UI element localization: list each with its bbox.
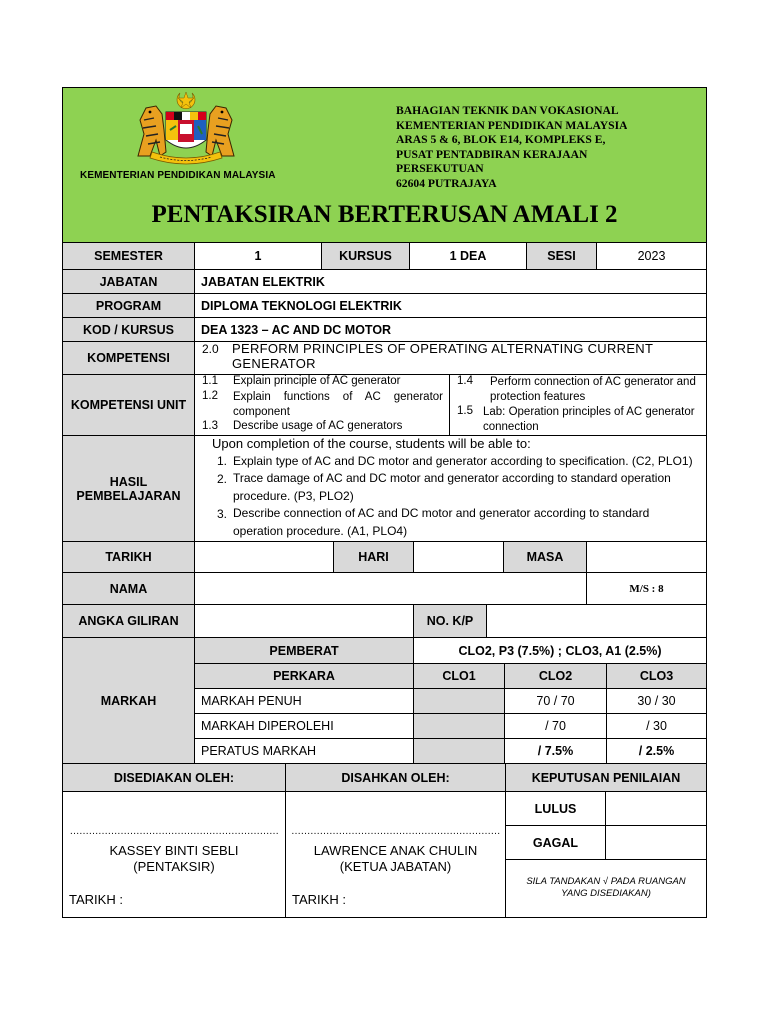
unit-number: 1.4 — [457, 375, 473, 387]
clo2-header: CLO2 — [504, 663, 607, 689]
form-border — [62, 87, 707, 918]
hasil-intro: Upon completion of the course, students will be able to: — [212, 436, 531, 451]
gagal-label: GAGAL — [505, 825, 606, 860]
address-line: KEMENTERIAN PENDIDIKAN MALAYSIA — [396, 118, 628, 132]
kompetensi-number: 2.0 — [202, 342, 219, 356]
semester-label: SEMESTER — [62, 242, 195, 270]
approver-signature-line: ………………………………………………………… — [291, 826, 500, 837]
clo1-header: CLO1 — [413, 663, 505, 689]
masa-label: MASA — [503, 541, 587, 573]
page-number: M/S : 8 — [586, 572, 707, 605]
markah-diperolehi-clo3[interactable]: / 30 — [606, 713, 707, 739]
page-title: PENTAKSIRAN BERTERUSAN AMALI 2 — [151, 201, 618, 228]
peratus-markah-clo2[interactable]: / 7.5% — [504, 738, 607, 764]
kompetensi-unit-label: KOMPETENSI UNIT — [62, 374, 195, 436]
unit-number: 1.3 — [202, 420, 218, 432]
hasil-item-number: 1. — [217, 454, 228, 468]
hasil-item-number: 3. — [217, 507, 228, 521]
jabatan-label: JABATAN — [62, 269, 195, 294]
program-value: DIPLOMA TEKNOLOGI ELEKTRIK — [194, 293, 707, 318]
ministry-label: KEMENTERIAN PENDIDIKAN MALAYSIA — [80, 170, 276, 181]
markah-penuh-label: MARKAH PENUH — [194, 688, 414, 714]
unit-number: 1.5 — [457, 405, 473, 417]
preparer-name: KASSEY BINTI SEBLI — [109, 843, 239, 858]
disahkan-label: DISAHKAN OLEH: — [285, 763, 506, 792]
kursus-value: 1 DEA — [409, 242, 527, 270]
markah-penuh-clo3: 30 / 30 — [606, 688, 707, 714]
unit-text: Explain functions of AC generator component — [233, 391, 443, 418]
kod-kursus-label: KOD / KURSUS — [62, 317, 195, 342]
peratus-markah-label: PERATUS MARKAH — [194, 738, 414, 764]
preparer-signature-line: ………………………………………………………… — [69, 826, 279, 837]
semester-value: 1 — [194, 242, 322, 270]
address-line: PUSAT PENTADBIRAN KERAJAAN — [396, 147, 588, 161]
unit-text: Perform connection of AC generator and protection features — [490, 376, 696, 403]
markah-penuh-clo2: 70 / 70 — [504, 688, 607, 714]
kursus-label: KURSUS — [321, 242, 410, 270]
disediakan-label: DISEDIAKAN OLEH: — [62, 763, 286, 792]
markah-label: MARKAH — [62, 637, 195, 764]
hasil-label-line: HASIL — [109, 474, 148, 489]
preparer-tarikh-label: TARIKH : — [69, 892, 123, 907]
address-line: 62604 PUTRAJAYA — [396, 176, 497, 188]
unit-text: Lab: Operation principles of AC generator connection — [483, 406, 695, 433]
nama-label: NAMA — [62, 572, 195, 605]
pemberat-value: CLO2, P3 (7.5%) ; CLO3, A1 (2.5%) — [413, 637, 707, 664]
hasil-item-number: 2. — [217, 472, 228, 486]
sesi-label: SESI — [526, 242, 597, 270]
hasil-item: Describe connection of AC and DC motor and generator according to standard operation procedure. (A1, PLO4) — [233, 506, 650, 538]
peratus-markah-clo3[interactable]: / 2.5% — [606, 738, 707, 764]
tarikh-label: TARIKH — [62, 541, 195, 573]
address-line: ARAS 5 & 6, BLOK E14, KOMPLEKS E, — [396, 133, 606, 147]
approver-role: (KETUA JABATAN) — [339, 859, 452, 874]
unit-text: Describe usage of AC generators — [233, 420, 403, 432]
markah-diperolehi-label: MARKAH DIPEROLEHI — [194, 713, 414, 739]
markah-diperolehi-clo2[interactable]: / 70 — [504, 713, 607, 739]
keputusan-label: KEPUTUSAN PENILAIAN — [505, 763, 707, 792]
hari-label: HARI — [333, 541, 414, 573]
unit-number: 1.2 — [202, 390, 218, 402]
keputusan-note: SILA TANDAKAN √ PADA RUANGAN — [526, 876, 686, 887]
hasil-label-line: PEMBELAJARAN — [76, 488, 181, 503]
angka-giliran-label: ANGKA GILIRAN — [62, 604, 195, 638]
preparer-role: (PENTAKSIR) — [133, 859, 215, 874]
perkara-header: PERKARA — [194, 663, 414, 689]
pemberat-label: PEMBERAT — [194, 637, 414, 664]
jabatan-value: JABATAN ELEKTRIK — [194, 269, 707, 294]
nokp-label: NO. K/P — [413, 604, 487, 638]
keputusan-note: YANG DISEDIAKAN) — [561, 888, 651, 899]
sesi-value: 2023 — [596, 242, 707, 270]
approver-name: LAWRENCE ANAK CHULIN — [313, 843, 478, 858]
unit-number: 1.1 — [202, 375, 218, 387]
kompetensi-label: KOMPETENSI — [62, 341, 195, 375]
clo3-header: CLO3 — [606, 663, 707, 689]
program-label: PROGRAM — [62, 293, 195, 318]
kompetensi-value: PERFORM PRINCIPLES OF OPERATING ALTERNATING CURRENT GENERATOR — [232, 341, 653, 371]
approver-tarikh-label: TARIKH : — [292, 892, 346, 907]
address-line: BAHAGIAN TEKNIK DAN VOKASIONAL — [396, 104, 619, 117]
kod-kursus-value: DEA 1323 – AC AND DC MOTOR — [194, 317, 707, 342]
hasil-item: Explain type of AC and DC motor and generator according to specification. (C2, PLO1) — [233, 454, 693, 468]
unit-text: Explain principle of AC generator — [233, 375, 401, 387]
hasil-item: Trace damage of AC and DC motor and generator according to standard operation procedure. (P3, PLO2) — [233, 471, 671, 503]
lulus-label: LULUS — [505, 791, 606, 826]
address-line: PERSEKUTUAN — [396, 162, 484, 176]
